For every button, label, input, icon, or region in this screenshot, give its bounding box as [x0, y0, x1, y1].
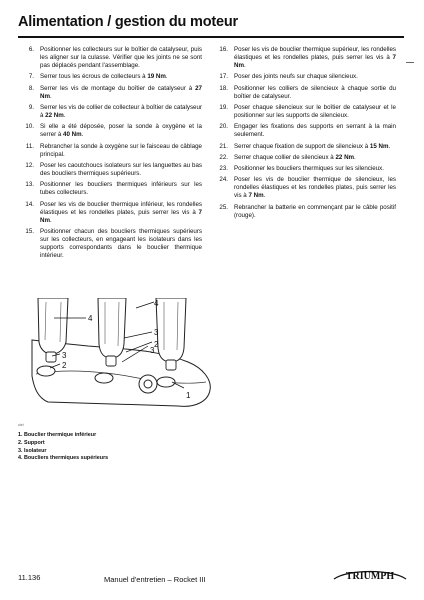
step-text-segment: Poser les vis de bouclier thermique inférieur, les rondelles élastiques et les rondelles plates, puis serrer les vis à [40, 200, 202, 216]
step-text-segment: Serrer tous les écrous de collecteurs à [40, 73, 148, 81]
step-text-segment: . [388, 142, 391, 150]
step-text-segment: Positionner les boucliers thermiques inférieurs sur les tubes collecteurs. [40, 181, 202, 197]
torque-value: 40 Nm [63, 131, 82, 139]
procedure-step [212, 73, 396, 81]
procedure-step [212, 204, 396, 220]
step-text [234, 104, 396, 120]
triumph-logo [330, 566, 410, 584]
procedure-step [212, 123, 396, 139]
step-text [234, 73, 396, 81]
pipe-middle [98, 298, 126, 358]
procedure-step [18, 143, 202, 159]
procedure-step [18, 228, 202, 260]
procedure-step [18, 201, 202, 225]
step-text-segment: . [49, 92, 52, 100]
callout-4-right: 4 [154, 299, 159, 308]
step-text-segment: . [49, 216, 52, 224]
step-text [40, 85, 202, 101]
step-text-segment: Poser chaque silencieux sur le boîtier de catalyseur et le positionner sur les supports de silencieux. [234, 103, 396, 119]
step-number: 23. [219, 165, 228, 173]
step-text-segment: Positionner chacun des boucliers thermiques supérieurs sur les collecteurs, en engageant les isolateurs dans les supports correspondants dans le bouclier thermique intérieur. [40, 227, 202, 260]
callout-1: 1 [186, 391, 191, 400]
page-number: 11.136 [18, 573, 41, 582]
step-text-segment: Si elle a été déposée, poser la sonde à oxygène et la serrer à [40, 123, 202, 139]
step-text [234, 176, 396, 200]
step-number: 24. [219, 176, 228, 184]
procedure-step [18, 73, 202, 81]
procedure-step [212, 85, 396, 101]
page-title: Alimentation / gestion du moteur [18, 14, 238, 30]
torque-value: 7 Nm [234, 54, 396, 70]
step-number: 20. [219, 123, 228, 131]
step-text-segment: . [263, 192, 266, 200]
torque-value: 19 Nm [147, 73, 166, 81]
legend-item: 3. Isolateur [18, 447, 47, 454]
step-text [234, 123, 396, 139]
step-text-segment: . [63, 112, 66, 119]
step-number: 21. [219, 142, 228, 150]
step-text-segment: Poser les vis de bouclier thermique supérieur, les rondelles élastiques et les rondelles plates, puis serrer les vis à [234, 46, 396, 62]
logo-wordmark: TRIUMPH [345, 571, 395, 582]
procedure-step [18, 123, 202, 139]
step-text [234, 165, 396, 173]
torque-value: 27 Nm [40, 84, 202, 100]
step-text-segment: Engager les fixations des supports en serrant à la main seulement. [234, 123, 396, 139]
step-text-segment: Positionner les collecteurs sur le boîtier de catalyseur, puis les aligner sur la culasse. Vérifier que les joints ne se sont pas déplacés pendant l'assemblage. [40, 46, 202, 70]
procedure-step [212, 176, 396, 200]
step-text-segment: Positionner les boucliers thermiques sur les silencieux. [234, 165, 384, 173]
pipe-right [156, 298, 186, 362]
step-number: 11. [25, 142, 34, 150]
step-number: 16. [219, 46, 228, 53]
step-text-segment: Rebrancher la sonde à oxygène sur le faisceau de câblage principal. [40, 142, 202, 158]
pipe-left [38, 298, 68, 354]
procedure-step [212, 104, 396, 120]
bracket-left [37, 366, 55, 376]
step-text [40, 181, 202, 197]
step-text-segment: . [165, 73, 168, 81]
procedure-step [18, 162, 202, 178]
manual-title: Manuel d'entretien – Rocket III [104, 575, 206, 584]
step-number: 10. [25, 123, 34, 131]
steps-right-column [212, 46, 396, 223]
torque-value: 22 Nm [335, 153, 355, 161]
step-text-segment: Serrer les vis de collier de collecteur à boîtier de catalyseur à [40, 103, 202, 119]
procedure-step [18, 181, 202, 197]
procedure-step [18, 46, 202, 70]
step-number: 17. [219, 73, 228, 81]
step-number: 8. [28, 84, 34, 92]
step-text [40, 73, 202, 81]
procedure-step [212, 143, 396, 151]
procedure-step [212, 154, 396, 162]
torque-value: 15 Nm [369, 142, 389, 150]
step-number: 14. [25, 200, 34, 208]
step-number: 12. [25, 161, 34, 169]
step-text-segment: Poser les caoutchoucs isolateurs sur les languettes au bas des boucliers thermiques supérieurs. [40, 161, 202, 177]
callout-4-left: 4 [88, 314, 93, 323]
step-text [234, 204, 396, 220]
margin-mark [406, 62, 414, 63]
step-number: 6. [28, 46, 34, 53]
torque-value: 7 Nm [248, 192, 264, 200]
step-number: 22. [219, 153, 228, 161]
procedure-step [18, 85, 202, 101]
heat-shield-diagram [28, 298, 216, 410]
isolator-right [166, 360, 176, 370]
step-text [40, 162, 202, 178]
step-text [40, 228, 202, 260]
step-text-segment: Rebrancher la batterie en commençant par le câble positif (rouge). [234, 203, 396, 219]
isolator-left [46, 352, 56, 362]
step-text [234, 154, 396, 162]
step-text [40, 104, 202, 120]
steps-left-column [18, 46, 202, 263]
step-text-segment: . [243, 62, 246, 70]
step-text [40, 201, 202, 225]
callout-3-left: 3 [62, 351, 67, 360]
step-text [40, 143, 202, 159]
step-text-segment: Serrer chaque fixation de support de silencieux à [234, 142, 370, 150]
step-number: 18. [219, 84, 228, 92]
step-text [40, 123, 202, 139]
step-text [234, 143, 396, 151]
step-number: 15. [25, 227, 34, 235]
callout-2-middle: 2 [154, 340, 159, 349]
step-text-segment: . [354, 153, 356, 161]
legend-item: 4. Boucliers thermiques supérieurs [18, 455, 109, 462]
step-text-segment: Serrer les vis de montage du boîtier de catalyseur à [40, 84, 196, 92]
bracket-middle [95, 373, 113, 383]
procedure-step [18, 104, 202, 120]
torque-value: 22 Nm [45, 112, 64, 119]
callout-2-left: 2 [62, 361, 67, 370]
step-number: 25. [219, 203, 228, 211]
step-text-segment: Serrer chaque collier de silencieux à [234, 153, 336, 161]
callout-3-middle-lower: 3 [150, 346, 155, 355]
step-text [40, 46, 202, 70]
legend-item: 2. Support [18, 439, 45, 446]
step-text [234, 85, 396, 101]
step-number: 7. [28, 73, 34, 81]
step-number: 13. [25, 181, 34, 189]
isolator-middle [106, 356, 116, 366]
procedure-step [212, 46, 396, 70]
step-text-segment: Poser les vis de bouclier thermique de silencieux, les rondelles élastiques et les rondelles plates, puis serrer les vis à [234, 176, 396, 200]
step-text-segment: . [81, 131, 84, 139]
step-number: 19. [219, 103, 228, 111]
figure-reference: ulei [18, 423, 24, 427]
figure-legend [18, 432, 108, 463]
legend-item: 1. Bouclier thermique inférieur [18, 432, 97, 438]
callout-3-middle: 3 [154, 328, 159, 337]
title-rule [18, 36, 404, 38]
procedure-step [212, 165, 396, 173]
step-number: 9. [28, 103, 34, 111]
step-text [234, 46, 396, 70]
step-text-segment: Positionner les colliers de silencieux à chaque sortie du boîtier de catalyseur. [234, 84, 396, 100]
torque-value: 7 Nm [40, 208, 202, 224]
step-text-segment: Poser des joints neufs sur chaque silencieux. [234, 73, 358, 81]
